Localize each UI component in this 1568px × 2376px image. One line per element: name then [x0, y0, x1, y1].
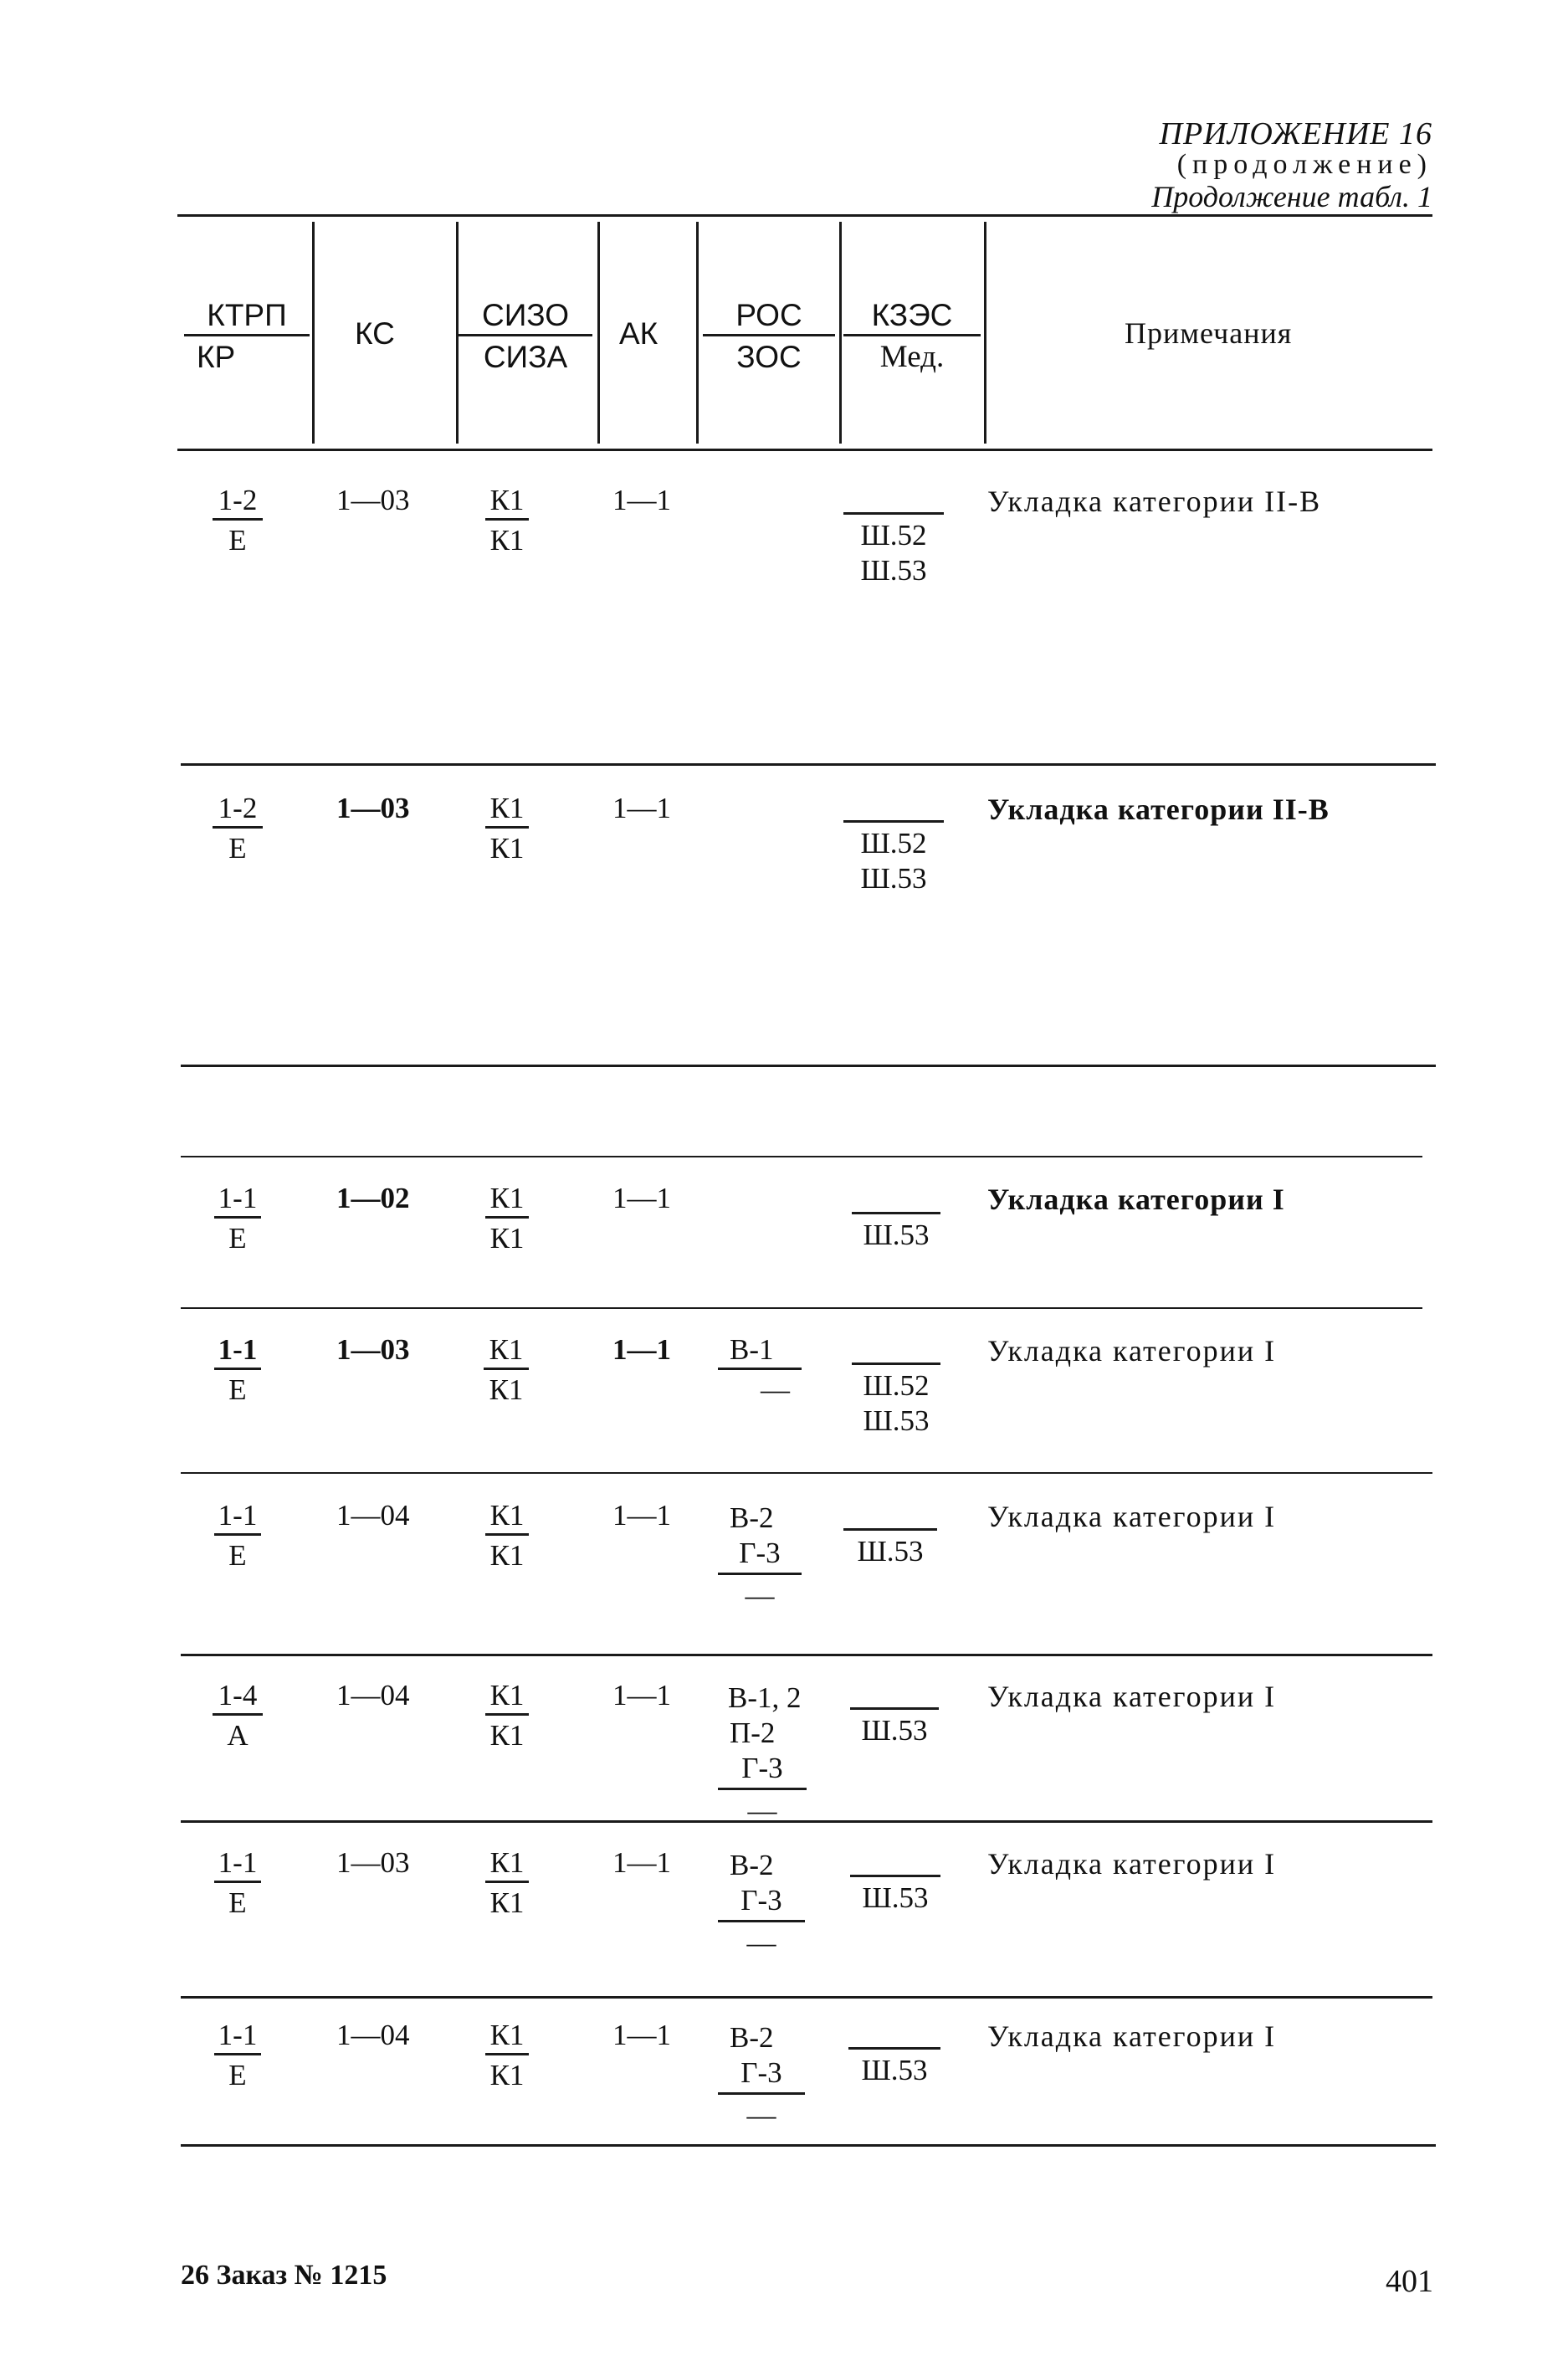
col-divider-1: [312, 222, 315, 444]
appendix-title: ПРИЛОЖЕНИЕ 16: [1159, 116, 1432, 151]
row-rule-1: [181, 763, 1436, 766]
header-med: Мед.: [879, 340, 945, 374]
row3-sizo-siza: К1 К1: [485, 1183, 529, 1253]
col-divider-6: [984, 222, 986, 444]
row1-ks: 1—03: [336, 484, 410, 516]
row2-kzes: Ш.52 Ш.53: [843, 820, 944, 896]
row7-kzes: Ш.53: [850, 1875, 940, 1916]
header-sizo-siza: [459, 300, 592, 372]
header-notes: Примечания: [1125, 316, 1293, 350]
row3-ktrp-kr: 1-1 Е: [214, 1183, 261, 1253]
row1-kzes: Ш.52 Ш.53: [843, 512, 944, 588]
footer-order: 26 Заказ № 1215: [181, 2260, 387, 2291]
page-number: 401: [1386, 2264, 1433, 2299]
row6-ks: 1—04: [336, 1679, 410, 1711]
row5-ros: В-2 Г-3 —: [718, 1501, 802, 1614]
row-rule-2: [181, 1065, 1436, 1067]
row7-ks: 1—03: [336, 1846, 410, 1879]
row8-note: Укладка категории I: [987, 2019, 1277, 2053]
table-continuation: Продолжение табл. 1: [1151, 180, 1432, 213]
row4-ks: 1—03: [336, 1333, 410, 1366]
row-rule-7: [181, 1820, 1432, 1823]
header-kr: КР: [197, 340, 236, 374]
appendix-continuation: (продолжение): [1176, 149, 1432, 180]
row8-ak: 1—1: [612, 2019, 671, 2051]
header-siza: СИЗА: [483, 340, 568, 374]
row6-sizo-siza: К1 К1: [485, 1681, 529, 1750]
row3-kzes: Ш.53: [852, 1212, 940, 1253]
row8-ks: 1—04: [336, 2019, 410, 2051]
row5-kzes: Ш.53: [843, 1528, 937, 1569]
col-divider-5: [839, 222, 842, 444]
row2-ks: 1—03: [336, 792, 410, 824]
row4-ros: В-1 —: [718, 1335, 802, 1404]
row8-ros: В-2 Г-3 —: [718, 2020, 805, 2133]
row1-ktrp-kr: 1-2 Е: [213, 485, 263, 555]
row2-sizo-siza: К1 К1: [485, 793, 529, 863]
row-rule-8: [181, 1996, 1432, 1999]
row3-ak: 1—1: [612, 1182, 671, 1214]
row7-note: Укладка категории I: [987, 1847, 1277, 1881]
row2-note: Укладка категории II-В: [987, 793, 1330, 826]
row-rule-6: [181, 1654, 1432, 1656]
header-bottom-rule: [177, 449, 1432, 451]
row8-ktrp-kr: 1-1 Е: [214, 2020, 261, 2090]
row7-ak: 1—1: [612, 1846, 671, 1879]
row4-ktrp-kr: 1-1 Е: [214, 1335, 261, 1404]
col-divider-3: [597, 222, 600, 444]
row1-sizo-siza: К1 К1: [485, 485, 529, 555]
header-ros-zos: [703, 300, 835, 372]
row1-ak: 1—1: [612, 484, 671, 516]
row6-note: Укладка категории I: [987, 1680, 1277, 1713]
row3-ks: 1—02: [336, 1182, 410, 1214]
table-bottom-rule: [181, 2144, 1436, 2147]
header-sizo: СИЗО: [481, 298, 570, 332]
row5-ks: 1—04: [336, 1499, 410, 1532]
row-rule-3: [181, 1156, 1422, 1157]
row-rule-5: [181, 1472, 1432, 1474]
row5-ktrp-kr: 1-1 Е: [214, 1501, 261, 1570]
row4-kzes: Ш.52 Ш.53: [852, 1362, 940, 1439]
header-kzes-med: [843, 300, 981, 372]
row1-note: Укладка категории II-В: [987, 485, 1322, 518]
row6-ak: 1—1: [612, 1679, 671, 1711]
row8-sizo-siza: К1 К1: [485, 2020, 529, 2090]
row5-note: Укладка категории I: [987, 1500, 1277, 1533]
row2-ktrp-kr: 1-2 Е: [213, 793, 263, 863]
header-kzes: КЗЭС: [871, 298, 953, 332]
row7-ktrp-kr: 1-1 Е: [214, 1848, 261, 1917]
row6-kzes: Ш.53: [850, 1707, 939, 1748]
header-zos: ЗОС: [736, 340, 802, 374]
row8-kzes: Ш.53: [848, 2047, 940, 2088]
row6-ktrp-kr: 1-4 А: [213, 1681, 263, 1750]
header-ktrp: КТРП: [207, 298, 287, 332]
row4-note: Укладка категории I: [987, 1334, 1277, 1368]
row2-ak: 1—1: [612, 792, 671, 824]
header-ktrp-kr: [184, 300, 310, 372]
row7-sizo-siza: К1 К1: [485, 1848, 529, 1917]
row4-ak: 1—1: [612, 1333, 671, 1366]
col-divider-4: [696, 222, 699, 444]
row7-ros: В-2 Г-3 —: [718, 1848, 805, 1961]
table-top-rule: [177, 214, 1432, 217]
row5-sizo-siza: К1 К1: [485, 1501, 529, 1570]
row6-ros: В-1, 2 П-2 Г-3 —: [718, 1681, 807, 1829]
header-ks: КС: [355, 316, 395, 351]
row4-sizo-siza: К1 К1: [484, 1335, 529, 1404]
row3-note: Укладка категории I: [987, 1183, 1285, 1216]
row-rule-4: [181, 1307, 1422, 1309]
row5-ak: 1—1: [612, 1499, 671, 1532]
header-ak: АК: [619, 316, 658, 351]
header-ros: РОС: [735, 298, 802, 332]
